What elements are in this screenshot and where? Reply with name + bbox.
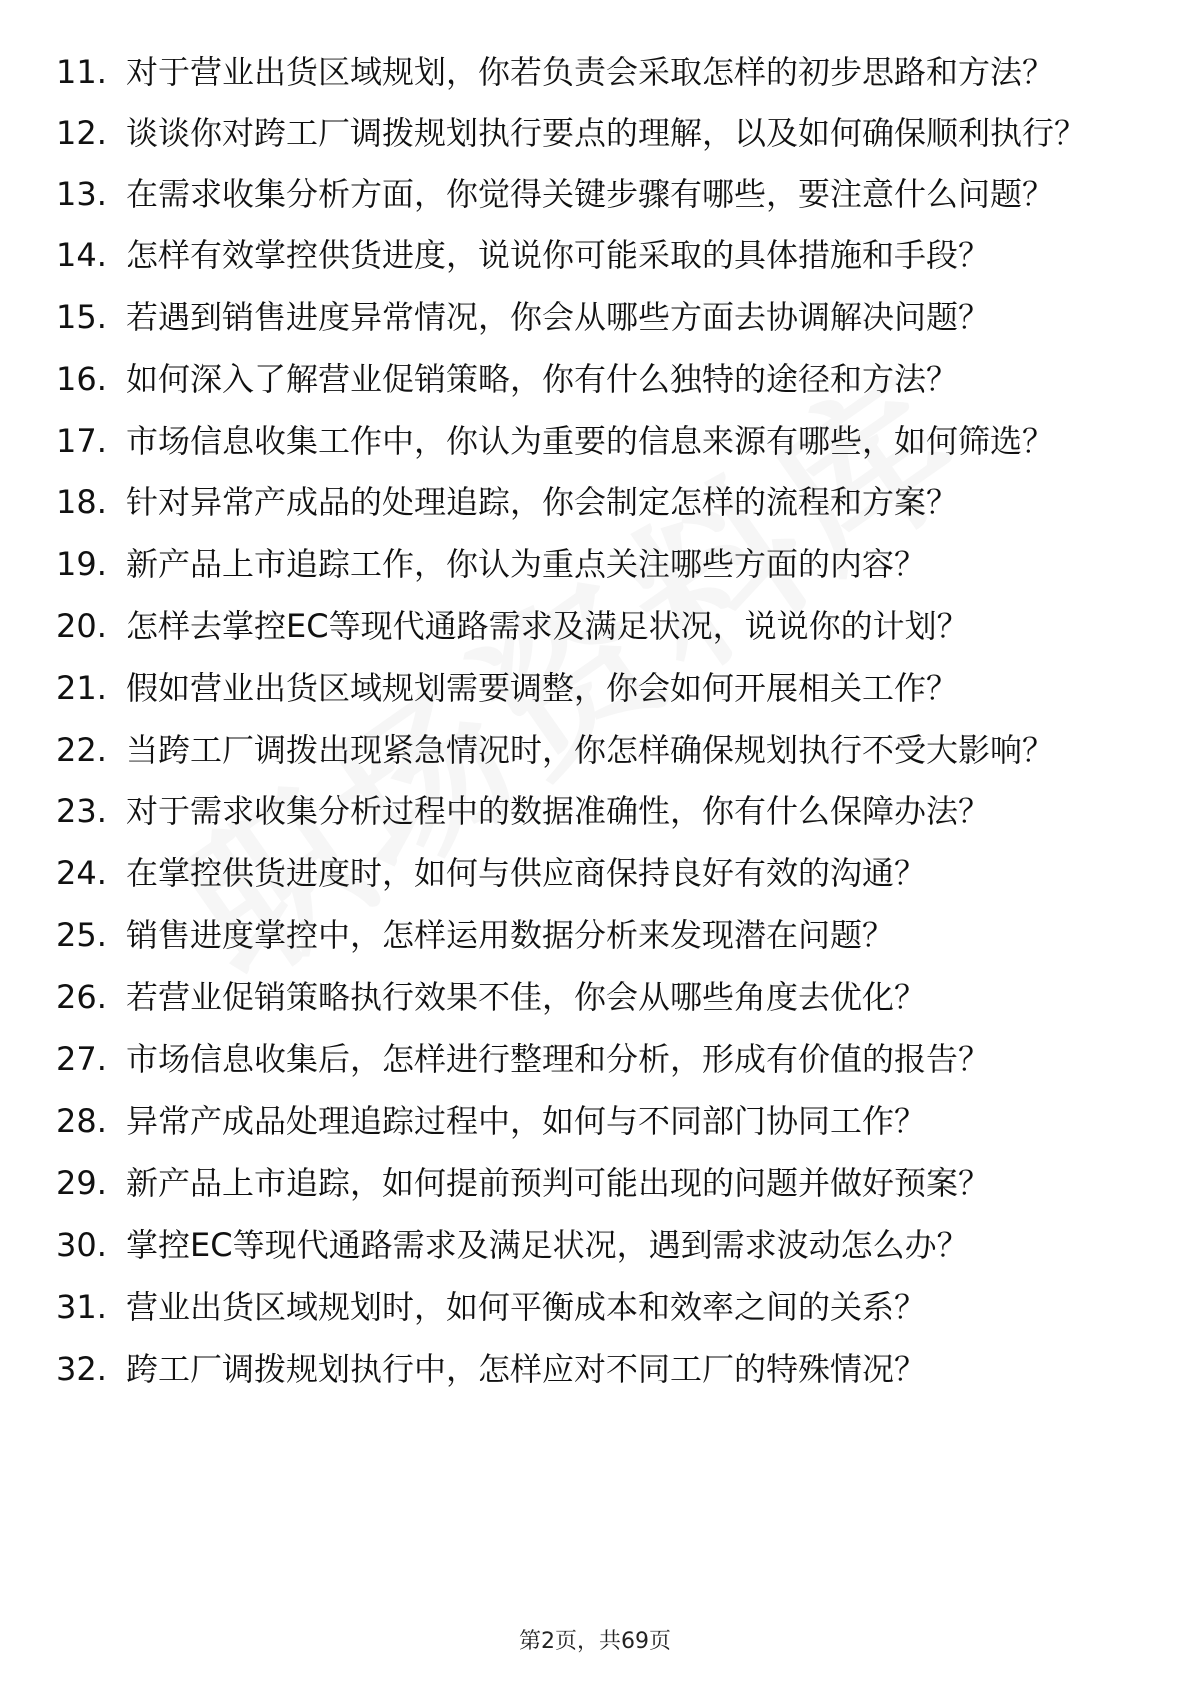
- question-text: 谈谈你对跨工厂调拨规划执行要点的理解，以及如何确保顺利执行？: [126, 114, 1087, 152]
- question-text: 新产品上市追踪工作，你认为重点关注哪些方面的内容？: [126, 545, 927, 583]
- question-number: 29.: [56, 1164, 107, 1202]
- question-text: 市场信息收集后，怎样进行整理和分析，形成有价值的报告？: [126, 1040, 991, 1078]
- question-number: 30.: [56, 1226, 107, 1264]
- question-text: 怎样有效掌控供货进度，说说你可能采取的具体措施和手段？: [126, 236, 991, 274]
- question-number: 21.: [56, 669, 107, 707]
- list-item: [0, 973, 1190, 1021]
- question-number: 24.: [56, 854, 107, 892]
- question-number: 11.: [56, 53, 107, 91]
- question-text: 对于需求收集分析过程中的数据准确性，你有什么保障办法？: [126, 792, 991, 830]
- question-number: 23.: [56, 792, 107, 830]
- question-number: 25.: [56, 916, 107, 954]
- question-text: 在掌控供货进度时，如何与供应商保持良好有效的沟通？: [126, 854, 927, 892]
- question-number: 26.: [56, 978, 107, 1016]
- question-text: 若营业促销策略执行效果不佳，你会从哪些角度去优化？: [126, 978, 927, 1016]
- question-number: 22.: [56, 731, 107, 769]
- question-number: 18.: [56, 483, 107, 521]
- question-text: 异常产成品处理追踪过程中，如何与不同部门协同工作？: [126, 1102, 927, 1140]
- list-item: [0, 1283, 1190, 1331]
- question-number: 14.: [56, 236, 107, 274]
- list-item: [0, 602, 1190, 650]
- question-number: 16.: [56, 360, 107, 398]
- question-text: 针对异常产成品的处理追踪，你会制定怎样的流程和方案？: [126, 483, 959, 521]
- list-item: [0, 1221, 1190, 1269]
- list-item: [0, 109, 1190, 157]
- list-item: [0, 1159, 1190, 1207]
- question-number: 32.: [56, 1350, 107, 1388]
- list-item: [0, 849, 1190, 897]
- question-text: 对于营业出货区域规划，你若负责会采取怎样的初步思路和方法？: [126, 53, 1055, 91]
- list-item: [0, 293, 1190, 341]
- list-item: [0, 1035, 1190, 1083]
- list-item: [0, 231, 1190, 279]
- question-number: 20.: [56, 607, 107, 645]
- list-item: [0, 355, 1190, 403]
- question-text: 如何深入了解营业促销策略，你有什么独特的途径和方法？: [126, 360, 959, 398]
- question-text: 销售进度掌控中，怎样运用数据分析来发现潜在问题？: [126, 916, 895, 954]
- question-text: 怎样去掌控EC等现代通路需求及满足状况，说说你的计划？: [126, 607, 969, 645]
- question-number: 17.: [56, 422, 107, 460]
- question-text: 掌控EC等现代通路需求及满足状况，遇到需求波动怎么办？: [126, 1226, 969, 1264]
- question-list: [0, 48, 1190, 1407]
- list-item: [0, 1345, 1190, 1393]
- question-text: 市场信息收集工作中，你认为重要的信息来源有哪些，如何筛选？: [126, 422, 1055, 460]
- question-number: 19.: [56, 545, 107, 583]
- list-item: [0, 540, 1190, 588]
- list-item: [0, 417, 1190, 465]
- list-item: [0, 478, 1190, 526]
- list-item: [0, 787, 1190, 835]
- question-number: 12.: [56, 114, 107, 152]
- question-number: 31.: [56, 1288, 107, 1326]
- list-item: [0, 664, 1190, 712]
- list-item: [0, 48, 1190, 96]
- question-text: 若遇到销售进度异常情况，你会从哪些方面去协调解决问题？: [126, 298, 991, 336]
- question-text: 新产品上市追踪，如何提前预判可能出现的问题并做好预案？: [126, 1164, 991, 1202]
- question-text: 当跨工厂调拨出现紧急情况时，你怎样确保规划执行不受大影响？: [126, 731, 1055, 769]
- question-text: 跨工厂调拨规划执行中，怎样应对不同工厂的特殊情况？: [126, 1350, 927, 1388]
- question-number: 13.: [56, 175, 107, 213]
- question-number: 27.: [56, 1040, 107, 1078]
- list-item: [0, 1097, 1190, 1145]
- list-item: [0, 726, 1190, 774]
- question-text: 在需求收集分析方面，你觉得关键步骤有哪些，要注意什么问题？: [126, 175, 1055, 213]
- question-number: 15.: [56, 298, 107, 336]
- list-item: [0, 170, 1190, 218]
- question-text: 营业出货区域规划时，如何平衡成本和效率之间的关系？: [126, 1288, 927, 1326]
- question-text: 假如营业出货区域规划需要调整，你会如何开展相关工作？: [126, 669, 959, 707]
- page-footer: 第2页，共69页: [519, 1629, 671, 1654]
- list-item: [0, 911, 1190, 959]
- question-number: 28.: [56, 1102, 107, 1140]
